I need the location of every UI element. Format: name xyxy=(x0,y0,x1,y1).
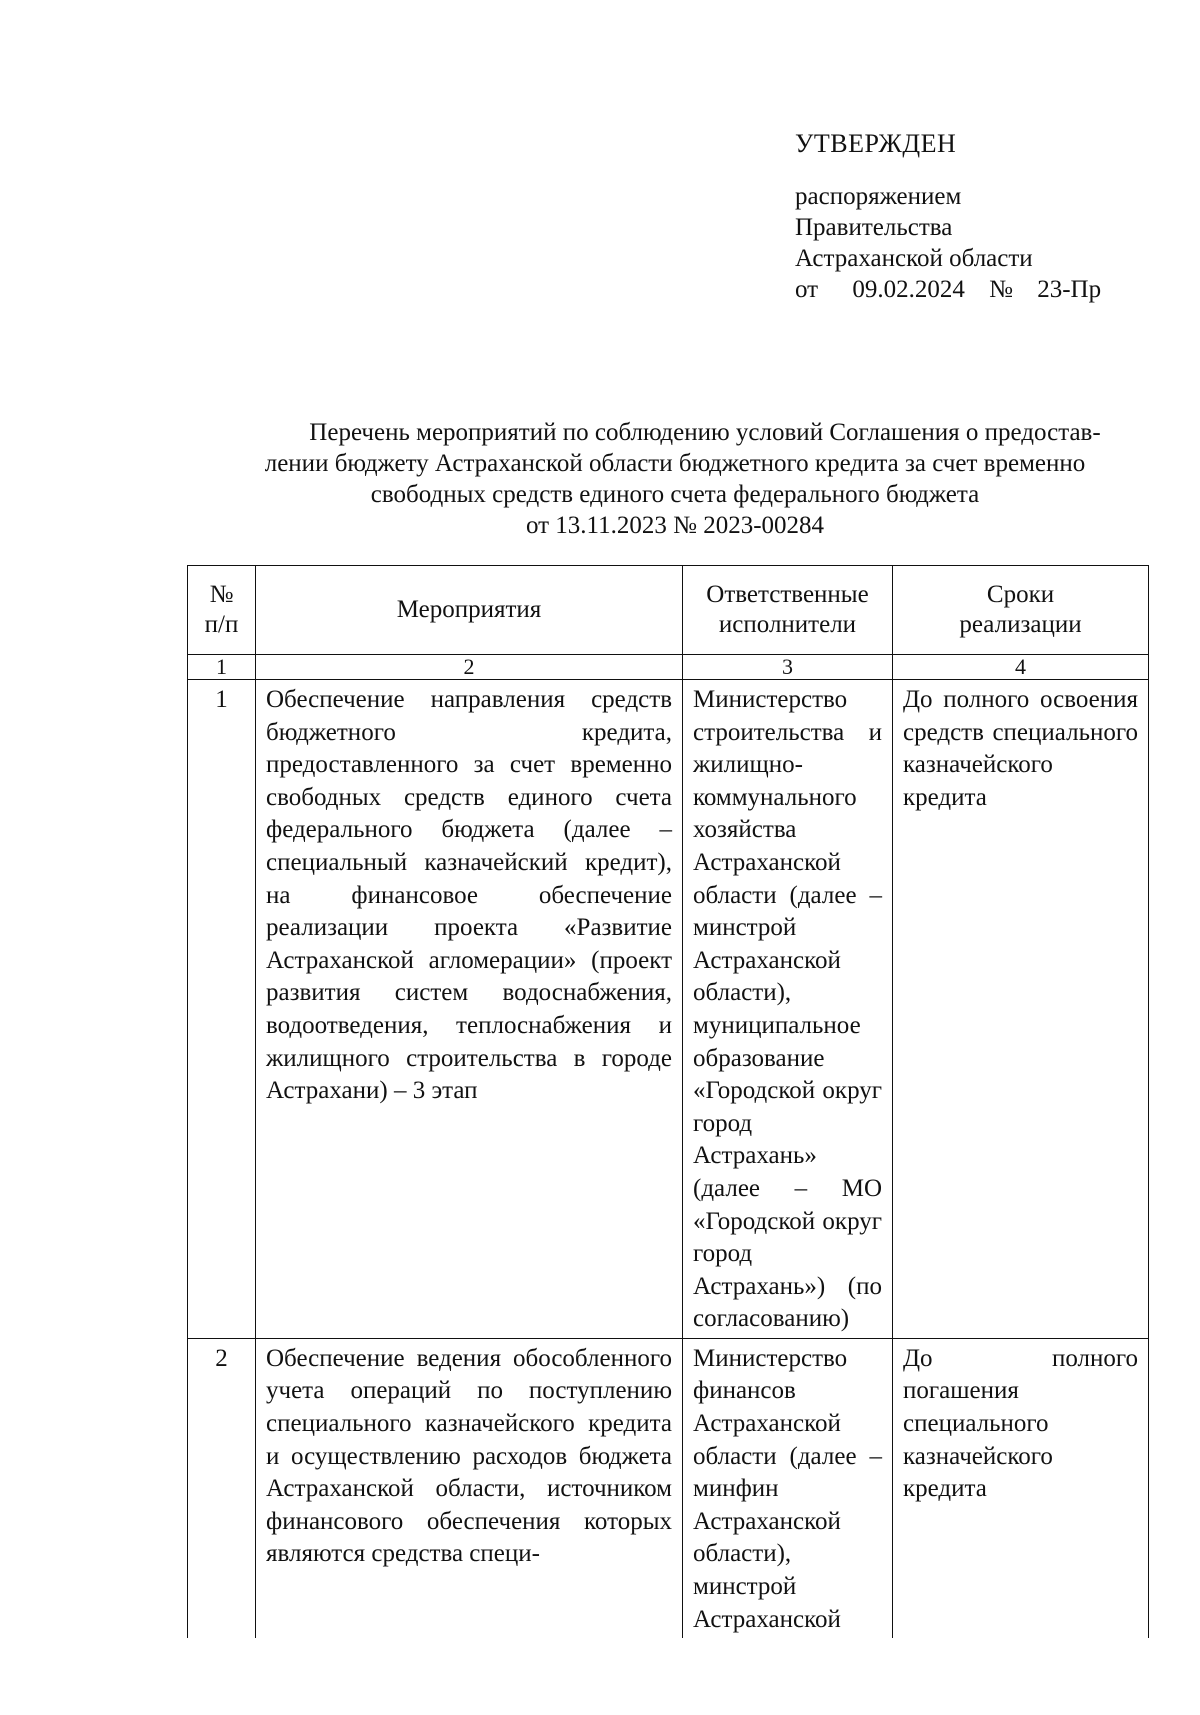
table-row xyxy=(188,1338,1149,1638)
header-terms xyxy=(893,566,1149,655)
row-measure: Обеспечение направления средств бюджетного кредита, предоставленного за счет временно свободных средств единого счета федерального бюджета (далее – специальный казначейский кредит), на финансовое обеспечение реализации проекта «Развитие Астраханской агломерации» (проект развития систем водоснабжения, водоотведения, теплоснабжения и жилищного строительства в городе Астрахани) – 3 этап xyxy=(256,680,683,1339)
header-executors-line: исполнители xyxy=(718,611,857,638)
row-num: 2 xyxy=(188,1338,256,1638)
header-terms-line: Сроки xyxy=(986,581,1055,608)
title-line: свободных средств единого счета федерального бюджета xyxy=(370,481,980,508)
column-index: 1 xyxy=(188,655,256,680)
title-line: от 13.11.2023 № 2023-00284 xyxy=(525,512,825,539)
row-measure: Обеспечение ведения обособленного учета операций по поступлению специального казначейского кредита и осуществлению расходов бюджета Астраханской области, источником финансового обеспечения которых являются средства специ- xyxy=(256,1338,683,1638)
header-executors-line: Ответственные xyxy=(706,581,869,608)
measures-table xyxy=(187,565,1149,1638)
header-executors xyxy=(683,566,893,655)
header-num xyxy=(188,566,256,655)
approval-block xyxy=(795,128,1101,305)
approval-line: Правительства xyxy=(795,214,953,241)
title-line: Перечень мероприятий по соблюдению условий Соглашения о предостав- xyxy=(309,419,1101,446)
column-index: 3 xyxy=(683,655,893,680)
number-sign: № xyxy=(989,276,1013,303)
row-executor: Министерство финансов Астраханской области (далее – минфин Астраханской области), минстрой Астраханской xyxy=(683,1338,893,1638)
table-header-row xyxy=(188,566,1149,655)
title-line: лении бюджету Астраханской области бюджетного кредита за счет временно xyxy=(264,450,1086,477)
column-index: 2 xyxy=(256,655,683,680)
header-num-line: № xyxy=(209,581,234,608)
row-num: 1 xyxy=(188,680,256,1339)
row-term: До полного освоения средств специального казначейского кредита xyxy=(893,680,1149,1339)
approval-line: Астраханской области xyxy=(795,245,1033,272)
approval-number: 23-Пр xyxy=(1037,276,1102,303)
header-measures: Мероприятия xyxy=(256,566,683,655)
row-executor: Министерство строительства и жилищно-коммунального хозяйства Астраханской области (далее – минстрой Астраханской области), муниципальное образование «Городской округ город Астрахань» (далее – МО «Городской округ город Астрахань») (по согласованию) xyxy=(683,680,893,1339)
approval-date-line xyxy=(795,274,1101,305)
approval-heading: УТВЕРЖДЕН xyxy=(795,129,957,158)
table-row xyxy=(188,680,1149,1339)
approval-line: распоряжением xyxy=(795,183,962,210)
header-num-line: п/п xyxy=(204,611,239,638)
approval-date: 09.02.2024 xyxy=(852,276,965,303)
row-term: До полного погашения специального казначейского кредита xyxy=(893,1338,1149,1638)
column-index: 4 xyxy=(893,655,1149,680)
date-prefix: от xyxy=(795,276,819,303)
document-title xyxy=(195,417,1155,541)
column-index-row xyxy=(188,655,1149,680)
header-terms-line: реализации xyxy=(959,611,1082,638)
